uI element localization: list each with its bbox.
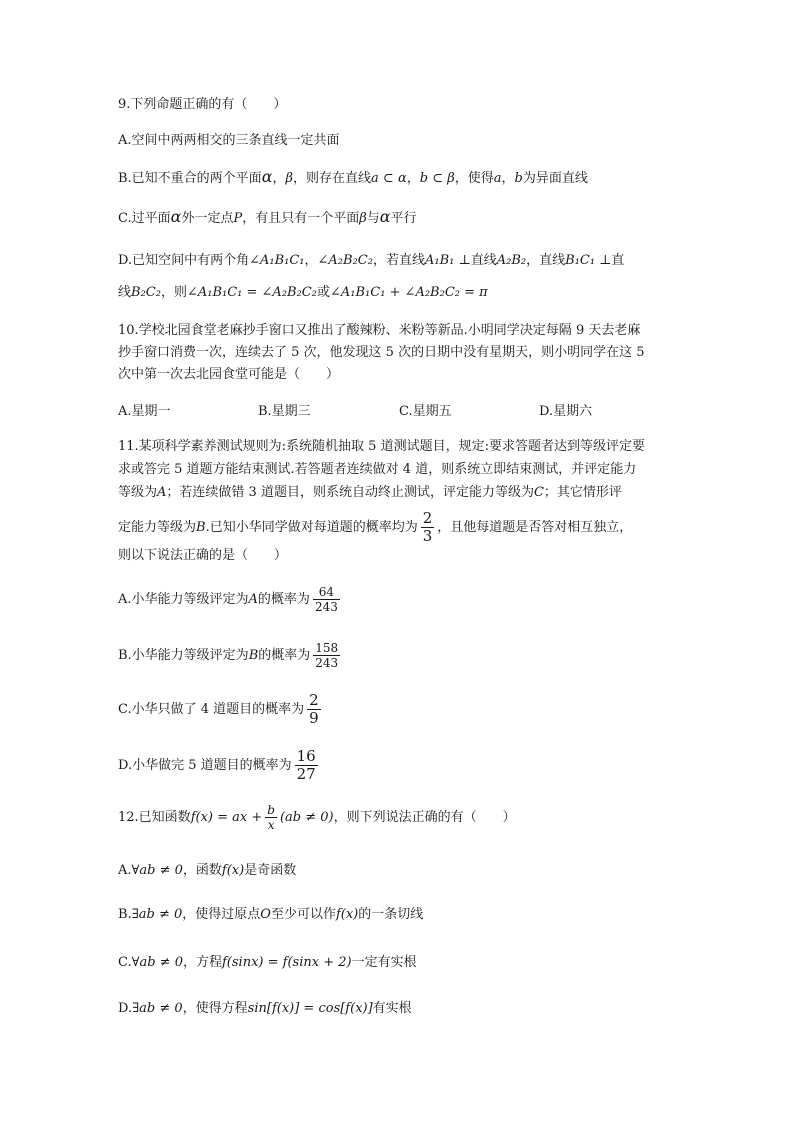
q9-b-alpha: α (261, 167, 273, 186)
q11-stem-line4 (118, 510, 704, 546)
q11-b-text2: 的概率为 (258, 648, 311, 663)
q9-option-a-text: A.空间中两两相交的三条直线一定共面 (118, 133, 340, 148)
q10-stem-line2 (118, 342, 704, 364)
q11-line3-text2: ；若连续做错 3 道题目，则系统自动终止测试，评定能力等级为 (166, 485, 534, 500)
q12-option-b (118, 904, 704, 926)
q9-d-line-a2b2: A₂B₂ (496, 253, 527, 268)
q9-d-eq1: ∠A₁B₁C₁ = ∠A₂B₂C₂ (186, 285, 317, 300)
q9-option-d-line2 (118, 282, 704, 304)
q12-option-a (118, 860, 704, 882)
q9-c-text5: 平行 (390, 211, 417, 226)
q10-line1-text: 10.学校北园食堂老麻抄手窗口又推出了酸辣粉、米粉等新品.小明同学决定每隔 9 天去老麻 (118, 323, 641, 338)
q12-a-label: A. (118, 863, 132, 878)
q11-level-a: A (157, 485, 167, 500)
q11-d-num: 16 (296, 747, 316, 765)
q11-c-den: 9 (309, 709, 319, 727)
q11-stem-line3 (118, 482, 704, 504)
q9-d-sep: ， (304, 253, 318, 268)
q9-b-text4: 为异面直线 (522, 171, 588, 186)
q9-c-alpha: α (170, 207, 182, 226)
q10-option-b: B.星期三 (258, 404, 311, 419)
q9-stem-text: 9.下列命题正确的有（ ） (118, 97, 287, 112)
q9-d-or: 或 (316, 285, 330, 300)
q12-stem-text2: ，则下列说法正确的有（ ） (333, 810, 516, 825)
q12-d-text2: 有实根 (372, 1001, 412, 1016)
q11-line5-text: 则以下说法正确的是（ ） (118, 548, 288, 563)
q9-d-text3: 直线 (470, 253, 497, 268)
q11-a-fraction (313, 585, 340, 614)
q11-a-num: 64 (313, 585, 340, 600)
q9-d-text6: 线 (118, 285, 132, 300)
q9-d-line-b2c2: B₂C₂ (131, 285, 161, 300)
q12-condition: (ab ≠ 0) (279, 810, 334, 825)
q10-stem-line3 (118, 364, 704, 386)
q9-option-b (118, 166, 704, 190)
q11-line1-text: 11.某项科学素养测试规则为:系统随机抽取 5 道测试题目，规定:要求答题者达到等级评定要 (118, 439, 645, 454)
q9-b-sep2: ， (406, 171, 420, 186)
q9-b-sep: ， (272, 171, 286, 186)
q11-frac-den: 3 (422, 527, 433, 545)
q11-option-a (118, 582, 704, 618)
q9-c-point-p: P (233, 211, 243, 226)
q11-option-b (118, 638, 704, 674)
q11-d-fraction (295, 748, 318, 783)
q9-option-a (118, 130, 704, 152)
q11-line4-text3: ，且他每道题是否答对相互独立， (437, 520, 633, 535)
q11-level-c: C (533, 485, 544, 500)
q11-option-c (118, 692, 704, 728)
q9-stem (118, 94, 704, 116)
q12-frac-num: b (267, 803, 275, 817)
q12-c-text: ，方程 (182, 955, 222, 970)
q12-d-text: ，使得方程 (182, 1001, 248, 1016)
q11-stem-line5 (118, 545, 704, 567)
q12-stem (118, 800, 704, 836)
q9-b-text3: ，使得 (454, 171, 494, 186)
q12-b-text: ，使得过原点 (182, 907, 261, 922)
q9-c-text3: ，有且只有一个平面 (242, 211, 360, 226)
q12-c-quantifier: ∀ab ≠ 0 (131, 955, 183, 970)
q11-d-text: D.小华做完 5 道题目的概率为 (118, 758, 292, 773)
q11-stem-line2 (118, 459, 704, 481)
q12-b-func: f(x) (335, 907, 359, 922)
q9-d-text: D.已知空间中有两个角 (118, 253, 250, 268)
q11-line4-text: 定能力等级为 (118, 520, 197, 535)
q12-a-text: ，函数 (182, 863, 222, 878)
q12-function-expr: f(x) = ax + (190, 810, 263, 825)
q9-d-text4: ，直线 (526, 253, 566, 268)
q12-d-quantifier: ∃ab ≠ 0 (132, 1001, 183, 1016)
q12-fraction-b-over-x (265, 803, 277, 832)
q10-stem-line1 (118, 320, 704, 342)
q12-option-c (118, 952, 704, 974)
q9-b-var-a: a (493, 171, 502, 186)
q12-c-text2: 一定有实根 (351, 955, 417, 970)
q12-b-text2: 至少可以作 (270, 907, 336, 922)
q9-b-sep3: ， (501, 171, 515, 186)
q11-b-text: B.小华能力等级评定为 (118, 648, 249, 663)
q11-b-num: 158 (315, 641, 339, 655)
q11-a-text2: 的概率为 (257, 592, 310, 607)
q9-option-c (118, 206, 704, 230)
q11-a-var: A (248, 592, 258, 607)
q9-d-line-a1b1: A₁B₁ ⊥ (424, 253, 471, 268)
q9-c-text: C.过平面 (118, 211, 171, 226)
q11-frac-num: 2 (422, 509, 433, 527)
q10-line2-text: 抄手窗口消费一次，连续去了 5 次，他发现这 5 次的日期中没有星期天，则小明同学在这 5 (118, 345, 645, 360)
q11-line3-text3: ；其它情形评 (543, 485, 622, 500)
q12-stem-text: 12.已知函数 (118, 810, 191, 825)
q11-b-fraction (313, 641, 340, 670)
q9-d-line-b1c1: B₁C₁ ⊥ (565, 253, 612, 268)
q11-c-num: 2 (309, 691, 319, 709)
q11-d-den: 27 (296, 765, 316, 783)
q9-d-text2: ，若直线 (372, 253, 425, 268)
q12-b-quantifier: ∃ab ≠ 0 (131, 907, 183, 922)
q10-option-c: C.星期五 (399, 404, 452, 419)
q9-d-angle2: ∠A₂B₂C₂ (317, 253, 373, 268)
q11-c-fraction (307, 692, 321, 727)
q10-option-d: D.星期六 (539, 404, 593, 419)
q11-fraction-two-thirds (421, 510, 435, 545)
q11-c-text: C.小华只做了 4 道题目的概率为 (118, 702, 305, 717)
q9-b-text: B.已知不重合的两个平面 (118, 171, 262, 186)
q11-option-d (118, 748, 704, 784)
q9-c-alpha2: α (379, 207, 391, 226)
q9-d-eq2: ∠A₁B₁C₁ + ∠A₂B₂C₂ = π (329, 285, 488, 300)
q10-line3-text: 次中第一次去北园食堂可能是（ ） (118, 367, 340, 382)
q9-c-text2: 外一定点 (181, 211, 234, 226)
q9-c-beta: β (359, 211, 367, 226)
q11-stem-line1 (118, 436, 704, 458)
q12-a-func: f(x) (221, 863, 245, 878)
q12-a-quantifier: ∀ab ≠ 0 (131, 863, 183, 878)
q9-d-text5: 直 (611, 253, 625, 268)
q11-a-den: 243 (314, 600, 338, 614)
q11-line3-text: 等级为 (118, 485, 158, 500)
q12-a-text2: 是奇函数 (244, 863, 297, 878)
q11-line4-text2: .已知小华同学做对每道题的概率均为 (205, 520, 418, 535)
q9-b-math2: b ⊂ β (419, 171, 455, 186)
q10-options (118, 401, 718, 423)
q11-b-var: B (248, 648, 259, 663)
q10-option-a: A.星期一 (118, 404, 171, 419)
q12-c-equation: f(sinx) = f(sinx + 2) (222, 955, 352, 970)
q12-b-label: B. (118, 907, 132, 922)
q9-d-text7: ，则 (160, 285, 187, 300)
q9-b-math1: a ⊂ α (371, 171, 407, 186)
q9-option-d-line1 (118, 250, 704, 272)
q12-d-equation: sin[f(x)] = cos[f(x)] (247, 1001, 373, 1016)
q11-a-text: A.小华能力等级评定为 (118, 592, 249, 607)
q12-b-text3: 的一条切线 (358, 907, 424, 922)
q9-b-var-b: b (514, 171, 523, 186)
q11-b-den: 243 (315, 656, 339, 670)
q12-b-origin: O (260, 907, 271, 922)
q9-b-text2: ，则存在直线 (293, 171, 372, 186)
q12-c-label: C. (118, 955, 132, 970)
q9-d-angle1: ∠A₁B₁C₁ (249, 253, 305, 268)
q12-d-label: D. (118, 1001, 133, 1016)
q9-b-beta: β (285, 171, 294, 186)
q11-level-b: B (196, 520, 206, 535)
q9-c-text4: 与 (366, 211, 380, 226)
q12-frac-den: x (267, 818, 275, 832)
q11-line2-text: 求或答完 5 道题方能结束测试.若答题者连续做对 4 道，则系统立即结束测试，并评定能力 (118, 462, 637, 477)
q12-option-d (118, 998, 704, 1020)
